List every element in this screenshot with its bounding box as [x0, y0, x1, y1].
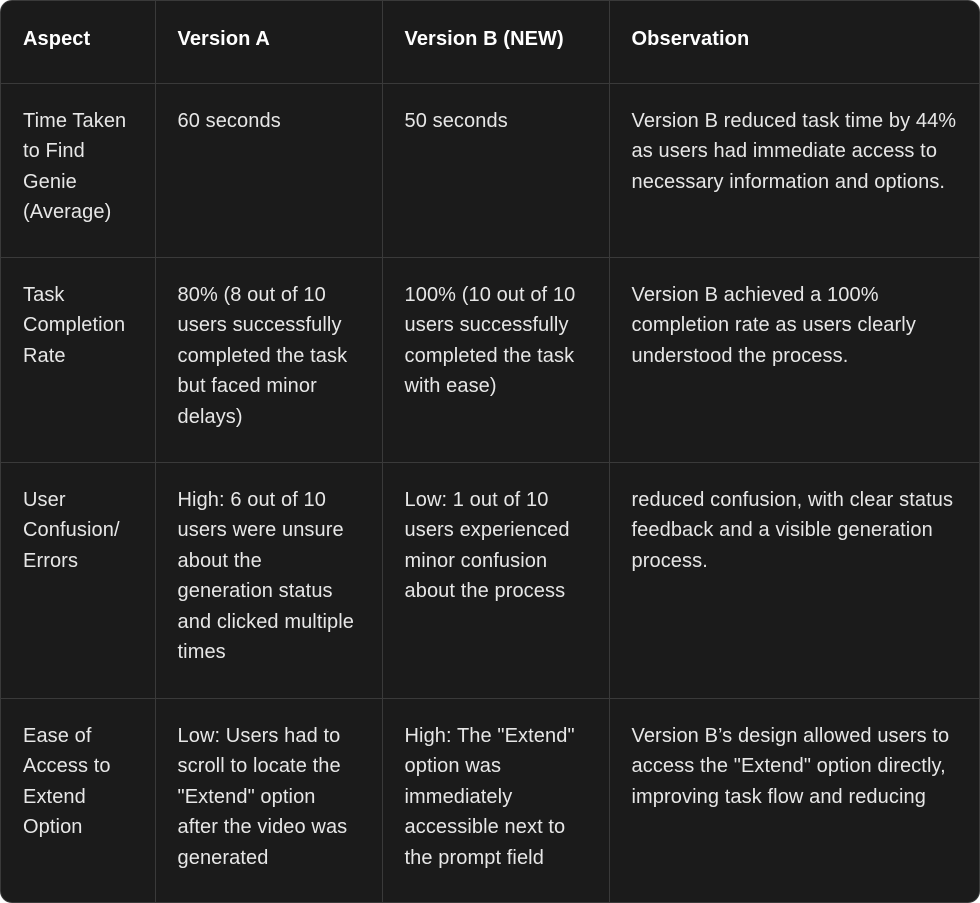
cell-version-b: 50 seconds	[382, 83, 609, 257]
cell-version-a: High: 6 out of 10 users were unsure about the generation status and clicked multiple times	[155, 462, 382, 698]
cell-observation: Version B achieved a 100% completion rate as users clearly understood the process.	[609, 257, 979, 462]
header-version-b: Version B (NEW)	[382, 1, 609, 83]
table-row	[1, 698, 979, 903]
cell-version-a: 60 seconds	[155, 83, 382, 257]
cell-aspect: User Confusion/ Errors	[1, 462, 155, 698]
cell-version-a: Low: Users had to scroll to locate the "Extend" option after the video was generated	[155, 698, 382, 903]
header-aspect: Aspect	[1, 1, 155, 83]
cell-aspect: Task Completion Rate	[1, 257, 155, 462]
cell-version-b: High: The "Extend" option was immediately accessible next to the prompt field	[382, 698, 609, 903]
cell-observation: Version B’s design allowed users to access the "Extend" option directly, improving task flow and reducing	[609, 698, 979, 903]
table-row	[1, 257, 979, 462]
cell-observation: Version B reduced task time by 44% as users had immediate access to necessary information and options.	[609, 83, 979, 257]
cell-version-b: Low: 1 out of 10 users experienced minor confusion about the process	[382, 462, 609, 698]
cell-aspect: Ease of Access to Extend Option	[1, 698, 155, 903]
table-header-row	[1, 1, 979, 83]
header-observation: Observation	[609, 1, 979, 83]
table-row	[1, 83, 979, 257]
cell-observation: reduced confusion, with clear status feedback and a visible generation process.	[609, 462, 979, 698]
cell-version-a: 80% (8 out of 10 users successfully completed the task but faced minor delays)	[155, 257, 382, 462]
header-version-a: Version A	[155, 1, 382, 83]
cell-aspect: Time Taken to Find Genie (Average)	[1, 83, 155, 257]
comparison-table	[1, 1, 979, 903]
table-row	[1, 462, 979, 698]
cell-version-b: 100% (10 out of 10 users successfully completed the task with ease)	[382, 257, 609, 462]
